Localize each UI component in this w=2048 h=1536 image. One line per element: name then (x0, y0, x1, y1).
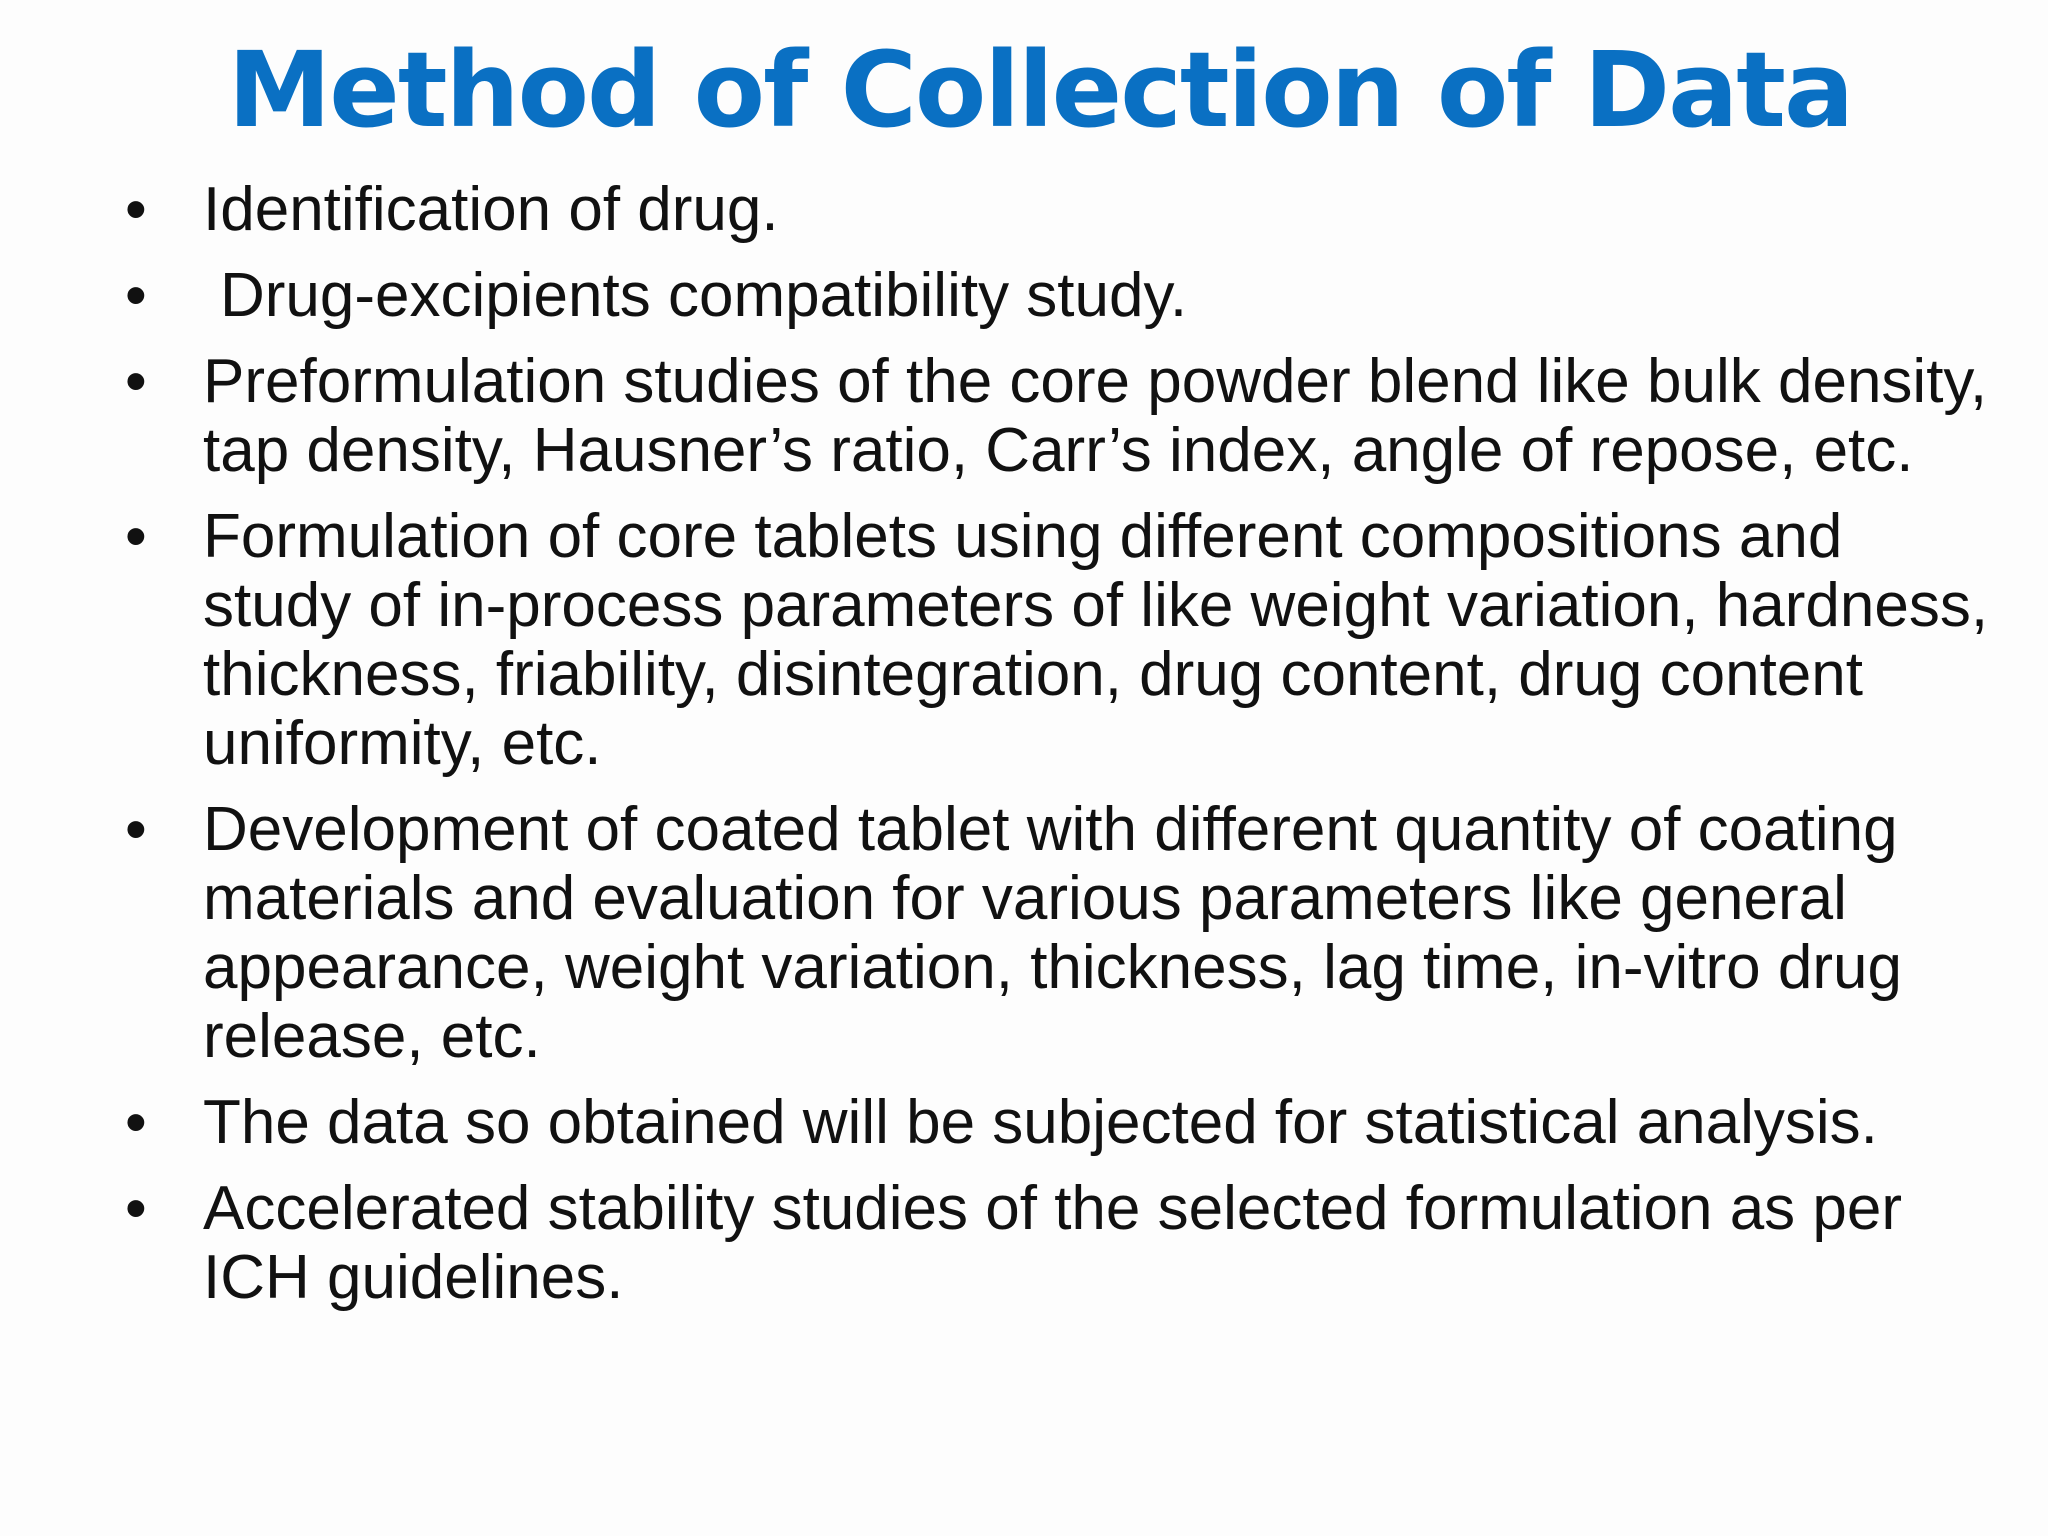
bullet-text: Drug-excipients compatibility study. (220, 261, 1188, 330)
bullet-list (125, 175, 2005, 1329)
bullet-icon: • (125, 502, 147, 571)
bullet-text: Preformulation studies of the core powder blend like bulk density, tap density, Hausner’s ratio, Carr’s index, angle of repose, etc. (203, 347, 1988, 485)
bullet-text: Formulation of core tablets using different compositions and study of in-process parameters of like weight variation, hardness, thickness, friability, disintegration, drug content, drug content uniformity, etc. (203, 502, 1989, 778)
bullet-icon: • (125, 347, 147, 416)
bullet-icon: • (125, 175, 147, 244)
bullet-text: Accelerated stability studies of the selected formulation as per ICH guidelines. (203, 1174, 1903, 1312)
bullet-icon: • (125, 261, 147, 330)
slide-title: Method of Collection of Data (227, 29, 1853, 151)
bullet-item (125, 1174, 2005, 1312)
bullet-item (125, 261, 2005, 330)
bullet-text: Development of coated tablet with different quantity of coating materials and evaluation for various parameters like general appearance, weight variation, thickness, lag time, in-vitro drug release, etc. (203, 795, 1902, 1071)
bullet-icon: • (125, 795, 147, 864)
bullet-item (125, 347, 2005, 485)
bullet-item (125, 1088, 2005, 1157)
bullet-icon: • (125, 1088, 147, 1157)
bullet-item (125, 502, 2005, 778)
bullet-text: Identification of drug. (203, 175, 779, 244)
bullet-item (125, 795, 2005, 1071)
bullet-text: The data so obtained will be subjected for statistical analysis. (203, 1088, 1878, 1157)
bullet-item (125, 175, 2005, 244)
bullet-icon: • (125, 1174, 147, 1243)
